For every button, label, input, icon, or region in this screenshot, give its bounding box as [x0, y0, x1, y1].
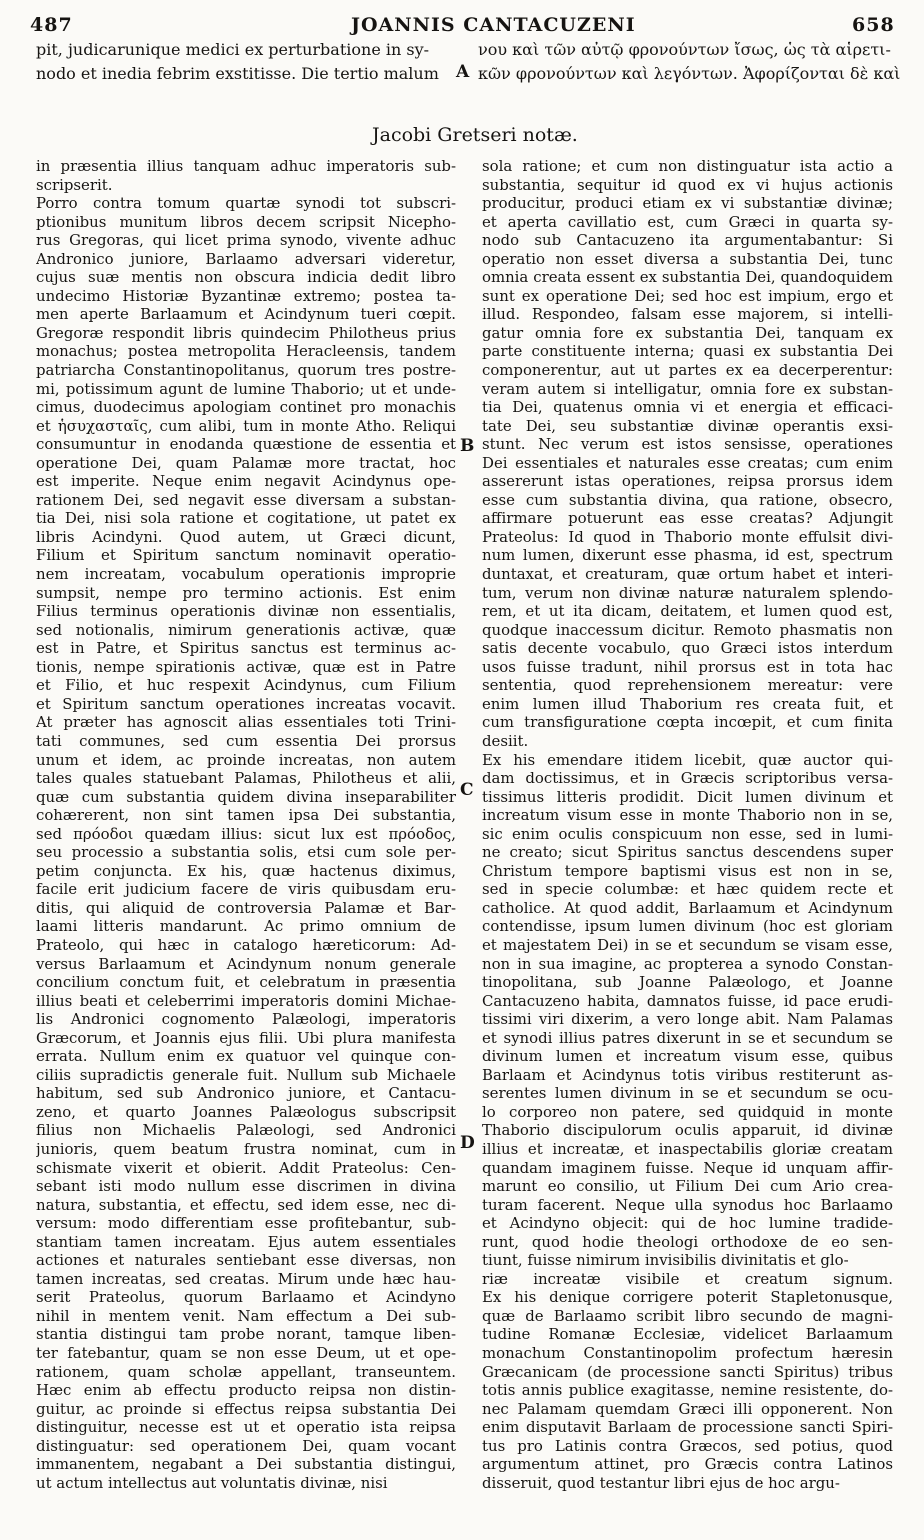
text-line: rationem Dei, sed negavit esse diversam a substan-: [36, 490, 456, 509]
text-line: tales quales statuebant Palamas, Philotheus et alii,: [36, 769, 456, 788]
text-line: men aperte Barlaamum et Acindynum tueri cœpit.: [36, 305, 456, 324]
text-line: unum et idem, ac proinde increatas, non autem: [36, 750, 456, 769]
text-line: patriarcha Constantinopolitanus, quorum tres postre-: [36, 361, 456, 380]
text-line: illius beati et celeberrimi imperatoris domini Michae-: [36, 991, 456, 1010]
text-line: usos fuisse tradunt, nihil prorsus est in tota hac: [482, 657, 893, 676]
text-line: ne creato; sicut Spiritus sanctus descendens super: [482, 843, 893, 862]
text-line: Cantacuzeno habita, damnatos fuisse, id pace erudi-: [482, 991, 893, 1010]
text-line: ptionibus munitum libros decem scripsit Nicepho-: [36, 212, 456, 231]
text-line: affirmare potuerunt eas esse creatas? Adjungit: [482, 509, 893, 528]
text-line: duntaxat, et creaturam, quæ ortum habet et interi-: [482, 565, 893, 584]
text-line: errata. Nullum enim ex quatuor vel quinque con-: [36, 1047, 456, 1066]
text-line: disseruit, quod testantur libri ejus de hoc argu-: [482, 1473, 840, 1492]
text-line: cimus, duodecimus apologiam continet pro monachis: [36, 398, 456, 417]
text-line: distinguitur, necesse est ut et operatio ista reipsa: [36, 1418, 456, 1437]
text-line: petim conjuncta. Ex his, quæ hactenus diximus,: [36, 861, 456, 880]
text-line: quæ cum substantia quidem divina inseparabiliter: [36, 787, 456, 806]
running-title: JOANNIS CANTACUZENI: [351, 14, 636, 36]
text-line: tissimus litteris prodidit. Dicit lumen divinum et: [482, 787, 893, 806]
text-line: Thaborio discipulorum oculis apparuit, id divinæ: [482, 1121, 893, 1140]
text-line: monachus; postea metropolita Heracleensis, tandem: [36, 342, 456, 361]
text-line: scripserit.: [36, 175, 113, 194]
text-line: sententia, quod reprehensionem mereatur: vere: [482, 676, 893, 695]
text-line: veram autem si intelligatur, omnia fore ex substan-: [482, 379, 893, 398]
text-line: cohærerent, non sint tamen ipsa Dei substantia,: [36, 806, 456, 825]
text-line: lo corporeo non patere, sed quidquid in monte: [482, 1102, 893, 1121]
text-line: tia Dei, nisi sola ratione et cogitatione, ut patet ex: [36, 509, 456, 528]
text-line: in præsentia illius tanquam adhuc imperatoris sub-: [36, 157, 456, 175]
text-line: tissimi viri dixerim, a vero longe abit. Nam Palamas: [482, 1010, 893, 1029]
text-line: concilium conctum fuit, et celebratum in præsentia: [36, 973, 456, 992]
text-line: operatio non esset diversa a substantia Dei, tunc: [482, 249, 893, 268]
text-line: sed πρόοδοι quædam illius: sicut lux est πρόοδος,: [36, 824, 456, 843]
text-line: et Filio, et huc respexit Acindynus, cum Filium: [36, 676, 456, 695]
text-line: marunt eo consilio, ut Filium Dei cum Ario crea-: [482, 1177, 893, 1196]
top-text-right-line: κῶν φρονούντων καὶ λεγόντων. Ἀφορίζονται δὲ καὶ: [478, 64, 901, 83]
text-line: At præter has agnoscit alias essentiales toti Trini-: [36, 713, 456, 732]
text-line: stantia distingui tam probe norant, tamque liben-: [36, 1325, 456, 1344]
text-line: stantiam tamen increatam. Ejus autem essentiales: [36, 1232, 456, 1251]
text-line: tionis, nempe spirationis activæ, quæ est in Patre: [36, 657, 456, 676]
text-line: versum: modo differentiam esse profitebantur, sub-: [36, 1214, 456, 1233]
text-line: num lumen, dixerunt esse phasma, id est, spectrum: [482, 546, 893, 565]
text-line: tinopolitana, sub Joanne Palæologo, et Joanne: [482, 973, 893, 992]
margin-marker-b: B: [460, 436, 475, 456]
text-line: increatum visum esse in monte Thaborio non in se,: [482, 806, 893, 825]
text-line: runt, quod hodie theologi orthodoxe de eo sen-: [482, 1232, 893, 1251]
text-line: parte constituente interna; quasi ex substantia Dei: [482, 342, 893, 361]
text-line: omnia creata essent ex substantia Dei, quandoquidem: [482, 268, 893, 287]
top-text-left-line: nodo et inedia febrim exstitisse. Die tertio malum: [36, 64, 439, 83]
text-line: sunt ex operatione Dei; sed hoc est impium, ergo et: [482, 286, 893, 305]
text-line: Filius terminus operationis divinæ non essentialis,: [36, 602, 456, 621]
text-line: ciliis supradictis generale fuit. Nullum sub Michaele: [36, 1065, 456, 1084]
text-line: Christum tempore baptismi visus est non in se,: [482, 861, 893, 880]
text-line: tiunt, fuisse nimirum invisibilis divinitatis et glo-: [482, 1251, 849, 1270]
text-line: filius non Michaelis Palæologi, sed Andronici: [36, 1121, 456, 1140]
text-line: habitum, sed sub Andronico juniore, et Cantacu-: [36, 1084, 456, 1103]
text-line: monachum Constantinopolim profectum hæresin: [482, 1344, 893, 1362]
text-line: quodque inaccessum dicitur. Remoto phasmatis non: [482, 620, 893, 639]
text-line: cujus suæ mentis non obscura indicia dedit libro: [36, 268, 456, 287]
text-line: tum, verum non divinæ naturæ naturalem splendo-: [482, 583, 893, 602]
text-line: dam doctissimus, et in Græcis scriptoribus versa-: [482, 769, 893, 788]
text-line: sumpsit, nempe pro termino actionis. Est enim: [36, 583, 456, 602]
margin-marker-d: D: [460, 1133, 475, 1153]
text-line: Græcanicam (de processione sancti Spiritus) tribus: [482, 1362, 893, 1381]
text-line: Græcorum, et Joannis ejus filii. Ubi plura manifesta: [36, 1028, 456, 1047]
text-line: nec Palamam quemdam Græci illi opponerent. Non: [482, 1399, 893, 1418]
text-line: illius et increatæ, et inaspectabilis gloriæ creatam: [482, 1139, 893, 1158]
text-line: Porro contra tomum quartæ synodi tot subscri-: [36, 194, 456, 213]
text-line: non in sua imagine, ac propterea a synodo Constan-: [482, 954, 893, 973]
text-line: tudine Romanæ Ecclesiæ, videlicet Barlaamum: [482, 1325, 893, 1344]
text-line: mi, potissimum agunt de lumine Thaborio; ut et unde-: [36, 379, 456, 398]
text-line: guitur, ac proinde si effectus reipsa substantia Dei: [36, 1399, 456, 1418]
text-line: libris Acindyni. Quod autem, ut Græci dicunt,: [36, 527, 456, 546]
text-line: est imperite. Neque enim negavit Acindynus ope-: [36, 472, 456, 491]
text-line: nodo sub Cantacuzeno ita argumentabantur: Si: [482, 231, 893, 250]
text-line: consumuntur in enodanda quæstione de essentia et: [36, 435, 456, 454]
text-line: zeno, et quarto Joannes Palæologus subscripsit: [36, 1102, 456, 1121]
text-line: riæ increatæ visibile et creatum signum.: [482, 1269, 893, 1288]
text-line: sola ratione; et cum non distinguatur ista actio a: [482, 157, 893, 175]
text-line: et Acindyno objecit: qui de hoc lumine tradide-: [482, 1214, 893, 1233]
text-line: assererunt istas operationes, reipsa prorsus idem: [482, 472, 893, 491]
text-line: nem increatam, vocabulum operationis improprie: [36, 565, 456, 584]
text-line: operatione Dei, quam Palamæ more tractat, hoc: [36, 453, 456, 472]
page-number-right: 658: [852, 14, 895, 36]
text-line: et ἡσυχασταῖς, cum alibi, tum in monte Atho. Reliqui: [36, 416, 456, 435]
text-line: Andronico juniore, Barlaamo adversari videretur,: [36, 249, 456, 268]
text-line: tus pro Latinis contra Græcos, sed potius, quod: [482, 1436, 893, 1455]
text-line: catholice. At quod addit, Barlaamum et Acindynum: [482, 898, 893, 917]
text-line: lis Andronici cognomento Palæologi, imperatoris: [36, 1010, 456, 1029]
text-line: ter fatebantur, quam se non esse Deum, ut et ope-: [36, 1344, 456, 1362]
text-line: et synodi illius patres dixerunt in se et secundum se: [482, 1028, 893, 1047]
text-line: quandam imaginem fuisse. Neque id unquam affir-: [482, 1158, 893, 1177]
text-line: nihil in mentem venit. Nam effectum a Dei sub-: [36, 1306, 456, 1325]
margin-marker-c: C: [460, 780, 474, 800]
right-column: [482, 157, 893, 1492]
text-line: rem, et ut ita dicam, deitatem, et lumen quod est,: [482, 602, 893, 621]
text-line: rus Gregoras, qui licet prima synodo, vivente adhuc: [36, 231, 456, 250]
text-line: esse cum substantia divina, qua ratione, obsecro,: [482, 490, 893, 509]
text-line: et aperta cavillatio est, cum Græci in quarta sy-: [482, 212, 893, 231]
top-text-right: [478, 38, 900, 86]
text-line: junioris, quem beatum frustra nominat, cum in: [36, 1139, 456, 1158]
text-line: seu processio a substantia solis, etsi cum sole per-: [36, 843, 456, 862]
text-line: tia Dei, quatenus omnia vi et energia et efficaci-: [482, 398, 893, 417]
text-line: desiit.: [482, 731, 529, 750]
text-line: tati communes, sed cum essentia Dei prorsus: [36, 731, 456, 750]
text-line: distinguatur: sed operationem Dei, quam vocant: [36, 1436, 456, 1455]
text-line: laami litteris mandarunt. Ac primo omnium de: [36, 917, 456, 936]
text-line: enim lumen illud Thaborium res creata fuit, et: [482, 694, 893, 713]
text-line: serentes lumen divinum in se et secundum se ocu-: [482, 1084, 893, 1103]
top-text-left-line: pit, judicarunique medici ex perturbatione in sy-: [36, 40, 430, 59]
text-line: et majestatem Dei) in se et secundum se visam esse,: [482, 935, 893, 954]
text-line: Gregoræ respondit libris quindecim Philotheus prius: [36, 323, 456, 342]
text-line: sebant isti modo nullum esse discrimen in divina: [36, 1177, 456, 1196]
text-line: ditis, qui aliquid de controversia Palamæ et Bar-: [36, 898, 456, 917]
text-line: substantia, sequitur id quod ex vi hujus actionis: [482, 175, 893, 194]
page-number-left: 487: [30, 14, 73, 36]
text-line: serit Prateolus, quorum Barlaamo et Acindyno: [36, 1288, 456, 1307]
text-line: quæ de Barlaamo scribit libro secundo de magni-: [482, 1306, 893, 1325]
text-line: natura, substantia, et effectu, sed idem esse, nec di-: [36, 1195, 456, 1214]
text-line: contendisse, ipsum lumen divinum (hoc est gloriam: [482, 917, 893, 936]
text-line: Hæc enim ab effectu producto reipsa non distin-: [36, 1381, 456, 1400]
section-heading: Jacobi Gretseri notæ.: [372, 124, 578, 146]
text-line: actiones et naturales sentiebant esse diversas, non: [36, 1251, 456, 1270]
text-line: est in Patre, et Spiritus sanctus est terminus ac-: [36, 639, 456, 658]
text-line: argumentum attinet, pro Græcis contra Latinos: [482, 1455, 893, 1474]
text-line: sed notionalis, nimirum generationis activæ, quæ: [36, 620, 456, 639]
text-line: Filium et Spiritum sanctum nominavit operatio-: [36, 546, 456, 565]
text-line: ut actum intellectus aut voluntatis divinæ, nisi: [36, 1473, 388, 1492]
text-line: sic enim oculis conspicuum non esse, sed in lumi-: [482, 824, 893, 843]
text-line: enim disputavit Barlaam de processione sancti Spiri-: [482, 1418, 893, 1437]
text-line: componerentur, aut ut partes ex ea decerperentur:: [482, 361, 893, 380]
text-line: stunt. Nec verum est istos sensisse, operationes: [482, 435, 893, 454]
text-line: schismate vixerit et obierit. Addit Prateolus: Cen-: [36, 1158, 456, 1177]
top-text-left: [36, 38, 439, 86]
text-line: Ex his emendare itidem licebit, quæ auctor qui-: [482, 750, 893, 769]
text-line: immanentem, negabant a Dei substantia distingui,: [36, 1455, 456, 1474]
text-line: satis decente vocabulo, quo Græci istos interdum: [482, 639, 893, 658]
text-line: Prateolo, qui hæc in catalogo hæreticorum: Ad-: [36, 935, 456, 954]
text-line: tamen increatas, sed creatas. Mirum unde hæc hau-: [36, 1269, 456, 1288]
text-line: Dei essentiales et naturales esse creatas; cum enim: [482, 453, 893, 472]
text-line: divinum lumen et increatum visum esse, quibus: [482, 1047, 893, 1066]
text-line: gatur omnia fore ex substantia Dei, tanquam ex: [482, 323, 893, 342]
text-line: totis annis publice exagitasse, nemine resistente, do-: [482, 1381, 893, 1400]
text-line: Prateolus: Id quod in Thaborio monte effulsit divi-: [482, 527, 893, 546]
text-line: undecimo Historiæ Byzantinæ extremo; postea ta-: [36, 286, 456, 305]
text-line: tate Dei, seu substantiæ divinæ operantis exsi-: [482, 416, 893, 435]
text-line: producitur, produci etiam ex vi substantiæ divinæ;: [482, 194, 893, 213]
text-line: Barlaam et Acindynus totis viribus restiterunt as-: [482, 1065, 893, 1084]
text-line: illud. Respondeo, falsam esse majorem, si intelli-: [482, 305, 893, 324]
text-line: rationem, quam scholæ appellant, transeuntem.: [36, 1362, 456, 1381]
left-column: [36, 157, 456, 1492]
text-line: cum transfiguratione cœpta incœpit, et cum finita: [482, 713, 893, 732]
text-line: versus Barlaamum et Acindynum nonum generale: [36, 954, 456, 973]
top-text-right-line: νου καὶ τῶν αὐτῷ φρονούντων ἴσως, ὡς τὰ αἱρετι-: [478, 40, 891, 59]
text-line: Ex his denique corrigere poterit Stapletonusque,: [482, 1288, 893, 1307]
text-line: et Spiritum sanctum operationes increatas vocavit.: [36, 694, 456, 713]
text-line: turam facerent. Neque ulla synodus hoc Barlaamo: [482, 1195, 893, 1214]
text-line: sed in specie columbæ: et hæc quidem recte et: [482, 880, 893, 899]
text-line: facile erit judicium facere de viris quibusdam eru-: [36, 880, 456, 899]
margin-marker-a: A: [456, 62, 470, 82]
